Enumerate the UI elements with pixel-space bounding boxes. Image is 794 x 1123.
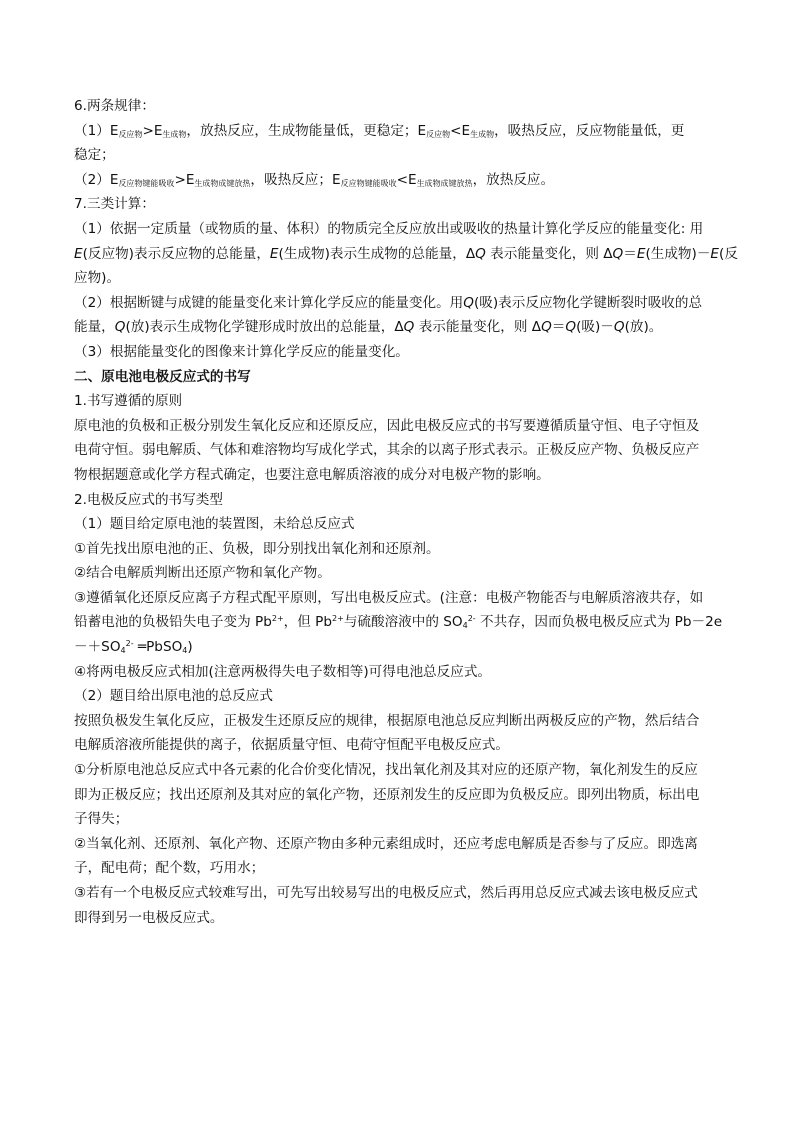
text-line: 电解质溶液所能提供的离子，依据质量守恒、电荷守恒配平电极反应式。 [74,737,509,754]
text-line: 7.三类计算： [74,196,155,213]
text-line: 稳定； [74,147,115,164]
text-line: E(反应物)表示反应物的总能量，E(生成物)表示生成物的总能量，ΔQ 表示能量变化，则 ΔQ＝E(生成物)－E(反 [74,245,738,262]
text-line: 1.书写遵循的原则 [74,393,183,410]
text-line: 按照负极发生氧化反应，正极发生还原反应的规律，根据原电池总反应判断出两极反应的产物，然后结合 [74,712,700,729]
text-line: $(1)E_{反应物}>E_{生成物}$，放热反应，生成物能量低，更稳定；$E_{反应物}<E_{生成物}$，吸热反应，反应物能量低，更 [74,122,685,139]
text-line: ①分析原电池总反应式中各元素的化合价变化情况，找出氧化剂及其对应的还原产物，氧化剂发生的反应 [74,762,698,779]
text-line: $-+SO_4^{2-}$ ═PbSO$_4$) [74,639,193,656]
text-line: 子得失； [74,811,129,828]
text-line: ③若有一个电极反应式较难写出，可先写出较易写出的电极反应式，然后再用总反应式减去该电极反应式 [74,885,698,901]
text-line: ②结合电解质判断出还原产物和氧化产物。 [74,565,331,582]
text-line: 2.电极反应式的书写类型 [74,491,223,508]
text-line: （2）根据断键与成键的能量变化来计算化学反应的能量变化。用Q(吸)表示反应物化学键断裂时吸收的总 [74,294,703,311]
text-line: （2）题目给出原电池的总反应式 [74,688,273,705]
text-line: 铅蓄电池的负极铅失电子变为 $Pb^{2+}$，但 $Pb^{2+}$与硫酸溶液中的 $SO_4^{2-}$ 不共存，因而负极电极反应式为 Pb－2e [74,614,723,631]
text-line: 即得到另一电极反应式。 [74,909,224,926]
section-heading: 二、原电池电极反应式的书写 [74,368,251,385]
text-line: 能量，Q(放)表示生成物化学键形成时放出的总能量，ΔQ 表示能量变化，则 ΔQ＝Q(吸)－Q(放)。 [74,319,663,336]
document-body [74,94,738,930]
text-line: （1）题目给定原电池的装置图，未给总反应式 [74,516,355,533]
text-line: ④将两电极反应式相加(注意两极得失电子数相等)可得电池总反应式。 [74,663,492,680]
text-line: 6.两条规律： [74,98,155,114]
text-line: 电荷守恒。弱电解质、气体和难溶物均写成化学式，其余的以离子形式表示。正极反应产物、负极反应产 [74,442,700,459]
text-line: ②当氧化剂、还原剂、氧化产物、还原产物由多种元素组成时，还应考虑电解质是否参与了反应。即选离 [74,835,698,852]
text-line: （3）根据能量变化的图像来计算化学反应的能量变化。 [74,343,409,360]
text-line: ③遵循氧化还原反应离子方程式配平原则，写出电极反应式。(注意：电极产物能否与电解质溶液共存，如 [74,589,704,606]
text-line: 即为正极反应；找出还原剂及其对应的氧化产物，还原剂发生的反应即为负极反应。即列出物质，标出电 [74,786,700,803]
text-line: 原电池的负极和正极分别发生氧化反应和还原反应，因此电极反应式的书写要遵循质量守恒、电子守恒及 [74,417,700,434]
text-line: ①首先找出原电池的正、负极，即分别找出氧化剂和还原剂。 [74,540,440,557]
text-line: 子，配电荷；配个数，巧用水； [74,860,265,877]
text-line: 物根据题意或化学方程式确定，也要注意电解质溶液的成分对电极产物的影响。 [74,466,550,483]
text-line: （1）依据一定质量（或物质的量、体积）的物质完全反应放出或吸收的热量计算化学反应的能量变化: 用 [74,220,704,237]
text-line: 应物)。 [74,270,121,287]
text-line: $(2)E_{反应物键能吸收}>E_{生成物成键放热}$，吸热反应；$E_{反应物键能吸收}<E_{生成物成键放热}$，放热反应。 [74,171,555,188]
